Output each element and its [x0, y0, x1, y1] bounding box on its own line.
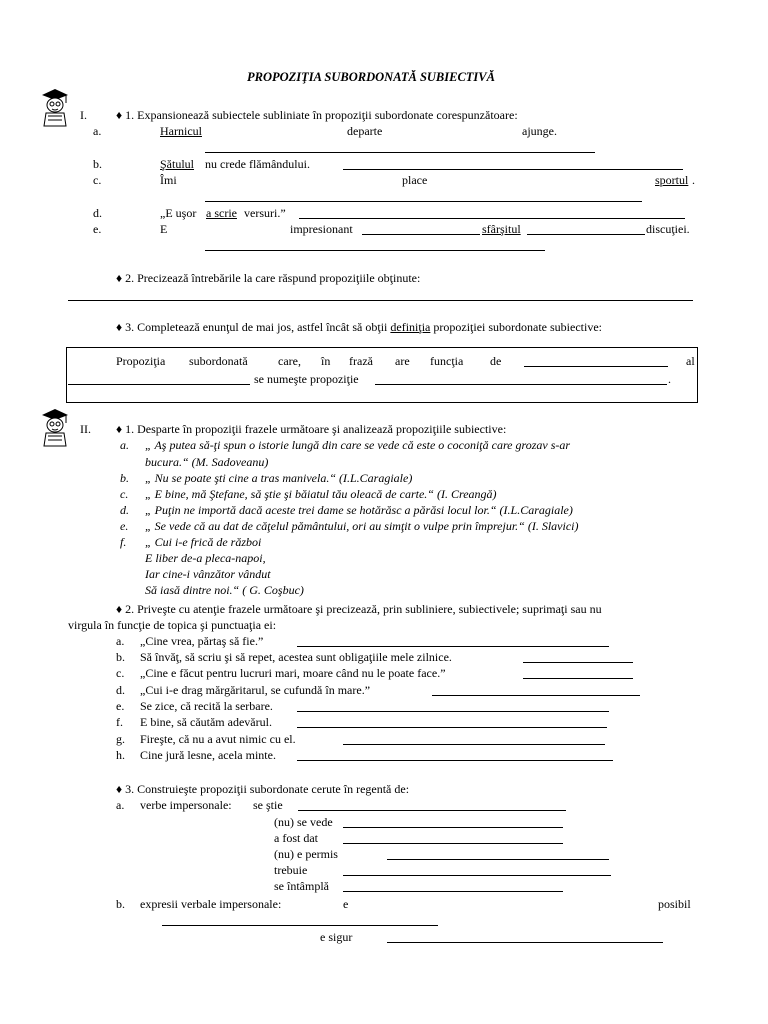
answer-line[interactable]	[343, 891, 563, 892]
verb-item: (nu) se vede	[274, 815, 333, 829]
item-word: Îmi	[160, 173, 177, 187]
sentence-text: E liber de-a pleca-napoi,	[145, 551, 266, 565]
answer-line[interactable]	[524, 366, 668, 367]
verb-item: se ştie	[253, 798, 283, 812]
list-letter: b.	[116, 897, 125, 911]
list-text: „Cine vrea, părtaş să fie.”	[140, 634, 264, 648]
list-text: „Cui i-e drag mărgăritarul, se cufundă în mare.”	[140, 683, 371, 697]
item-word: place	[402, 173, 428, 187]
box-word: care,	[278, 354, 301, 368]
answer-line[interactable]	[527, 234, 645, 235]
answer-line[interactable]	[432, 695, 640, 696]
box-word: are	[395, 354, 410, 368]
answer-line[interactable]	[343, 169, 683, 170]
list-letter: a.	[116, 634, 125, 648]
list-text: E bine, să căutăm adevărul.	[140, 715, 272, 729]
answer-line[interactable]	[205, 152, 595, 153]
underlined-subject: sportul	[655, 173, 689, 187]
answer-line[interactable]	[298, 810, 566, 811]
answer-line[interactable]	[297, 760, 613, 761]
page-title: PROPOZIŢIA SUBORDONATĂ SUBIECTIVĂ	[247, 70, 495, 84]
list-letter: d.	[116, 683, 125, 697]
sentence-text: „ Nu se poate şti cine a tras manivela.“ (I.L.Caragiale)	[145, 471, 413, 485]
list-text: „Cine e făcut pentru lucruri mari, moare când nu le poate face.”	[140, 666, 446, 680]
verb-item: trebuie	[274, 863, 308, 877]
sentence-letter: a.	[120, 438, 129, 452]
underlined-subject: sfârşitul	[482, 222, 521, 236]
list-text: Să învăţ, să scriu şi să repet, acestea sunt obligaţiile mele zilnice.	[140, 650, 452, 664]
item-word: E	[160, 222, 168, 236]
underlined-subject: Şătulul	[160, 157, 195, 171]
item-word: .	[692, 173, 695, 187]
answer-line[interactable]	[162, 925, 438, 926]
section-1-exercise-3	[116, 320, 602, 334]
answer-line[interactable]	[362, 234, 480, 235]
box-word: .	[668, 372, 671, 386]
item-word: departe	[347, 124, 383, 138]
exercise-3-keyword: definiţia	[390, 320, 431, 334]
list-text: Cine jură lesne, acela minte.	[140, 748, 276, 762]
answer-line[interactable]	[297, 727, 607, 728]
sentence-text: bucura.“ (M. Sadoveanu)	[145, 455, 269, 469]
section-1-number: I.	[80, 108, 87, 122]
sentence-letter: b.	[120, 471, 129, 485]
verb-item: (nu) e permis	[274, 847, 338, 861]
answer-line[interactable]	[387, 859, 609, 860]
item-word: versuri.”	[244, 206, 286, 220]
answer-line[interactable]	[205, 201, 642, 202]
section-2-exercise-2-cont: virgula în funcţie de topica şi punctuaţia ei:	[68, 618, 277, 632]
answer-line[interactable]	[297, 711, 609, 712]
list-letter: e.	[116, 699, 125, 713]
sentence-text: „ E bine, mă Ştefane, să ştie şi băiatul tău oleacă de carte.“ (I. Creangă)	[145, 487, 497, 501]
answer-line[interactable]	[297, 646, 609, 647]
box-word: Propoziţia	[116, 354, 166, 368]
answer-line[interactable]	[68, 300, 693, 301]
answer-line[interactable]	[343, 843, 563, 844]
item-word: „E uşor	[160, 206, 197, 220]
expr-label: expresii verbale impersonale:	[140, 897, 282, 911]
box-word: în	[321, 354, 331, 368]
section-2-exercise-3: ♦ 3. Construieşte propoziţii subordonate cerute în regentă de:	[116, 782, 410, 796]
answer-line[interactable]	[523, 678, 633, 679]
expr-item: e sigur	[320, 930, 353, 944]
box-word: de	[490, 354, 502, 368]
answer-line[interactable]	[523, 662, 633, 663]
sentence-text: „ Cui i-e frică de război	[145, 535, 262, 549]
list-text: Se zice, că recită la serbare.	[140, 699, 273, 713]
list-letter: a.	[116, 798, 125, 812]
list-letter: c.	[116, 666, 125, 680]
underlined-subject: Harnicul	[160, 124, 202, 138]
item-letter: c.	[93, 173, 102, 187]
box-word: subordonată	[189, 354, 248, 368]
sentence-text: Iar cine-i vânzător vândut	[145, 567, 271, 581]
section-2-exercise-1: ♦ 1. Desparte în propoziţii frazele următoare şi analizează propoziţiile subiective:	[116, 422, 507, 436]
exercise-3-text: ♦ 3. Completează enunţul de mai jos, astfel încât să obţii	[116, 320, 388, 334]
box-word: frază	[349, 354, 373, 368]
answer-line[interactable]	[343, 875, 611, 876]
answer-line[interactable]	[68, 384, 250, 385]
answer-line[interactable]	[299, 218, 685, 219]
expr-item: e	[343, 897, 349, 911]
sentence-letter: c.	[120, 487, 129, 501]
expr-item: posibil	[658, 897, 691, 911]
exercise-3-text-end: propoziţiei subordonate subiective:	[433, 320, 602, 334]
section-2-number: II.	[80, 422, 91, 436]
box-word: se numeşte propoziţie	[254, 372, 359, 386]
item-word: nu crede flămândului.	[205, 157, 310, 171]
sentence-text: „ Aş putea să-ţi spun o istorie lungă din care se vede că este o coconiţă care grozav s-ar	[145, 438, 571, 452]
item-word: ajunge.	[522, 124, 557, 138]
sentence-text: Să iasă dintre noi.“ ( G. Coşbuc)	[145, 583, 304, 597]
answer-line[interactable]	[387, 942, 663, 943]
sentence-text: „ Se vede că au dat de căţelul pământului, ori au simţit o vulpe prin împrejur.“ (I. Slavici)	[145, 519, 579, 533]
answer-line[interactable]	[205, 250, 545, 251]
sentence-letter: f.	[120, 535, 127, 549]
student-icon	[40, 86, 70, 128]
box-word: funcţia	[430, 354, 464, 368]
sentence-text: „ Puţin ne importă dacă aceste trei dame se hotărăsc a părăsi locul lor.“ (I.L.Caragiale)	[145, 503, 573, 517]
list-letter: h.	[116, 748, 125, 762]
answer-line[interactable]	[375, 384, 667, 385]
item-word: impresionant	[290, 222, 353, 236]
underlined-subject: a scrie	[206, 206, 237, 220]
item-letter: e.	[93, 222, 102, 236]
verb-item: se întâmplă	[274, 879, 329, 893]
item-word: discuţiei.	[646, 222, 690, 236]
answer-line[interactable]	[343, 827, 563, 828]
verbs-label: verbe impersonale:	[140, 798, 232, 812]
list-text: Fireşte, că nu a avut nimic cu el.	[140, 732, 296, 746]
list-letter: b.	[116, 650, 125, 664]
item-letter: a.	[93, 124, 102, 138]
box-word: al	[686, 354, 695, 368]
verb-item: a fost dat	[274, 831, 318, 845]
section-2-exercise-2: ♦ 2. Priveşte cu atenţie frazele următoare şi precizează, prin subliniere, subiectivele; suprimaţi sau nu	[116, 602, 602, 616]
section-1-exercise-1: ♦ 1. Expansionează subiectele subliniate în propoziţii subordonate corespunzătoare:	[116, 108, 518, 122]
list-letter: f.	[116, 715, 123, 729]
item-letter: b.	[93, 157, 102, 171]
sentence-letter: e.	[120, 519, 129, 533]
sentence-letter: d.	[120, 503, 129, 517]
section-1-exercise-2: ♦ 2. Precizează întrebările la care răspund propoziţiile obţinute:	[116, 271, 421, 285]
answer-line[interactable]	[343, 744, 605, 745]
list-letter: g.	[116, 732, 125, 746]
item-letter: d.	[93, 206, 102, 220]
student-icon	[40, 406, 70, 448]
